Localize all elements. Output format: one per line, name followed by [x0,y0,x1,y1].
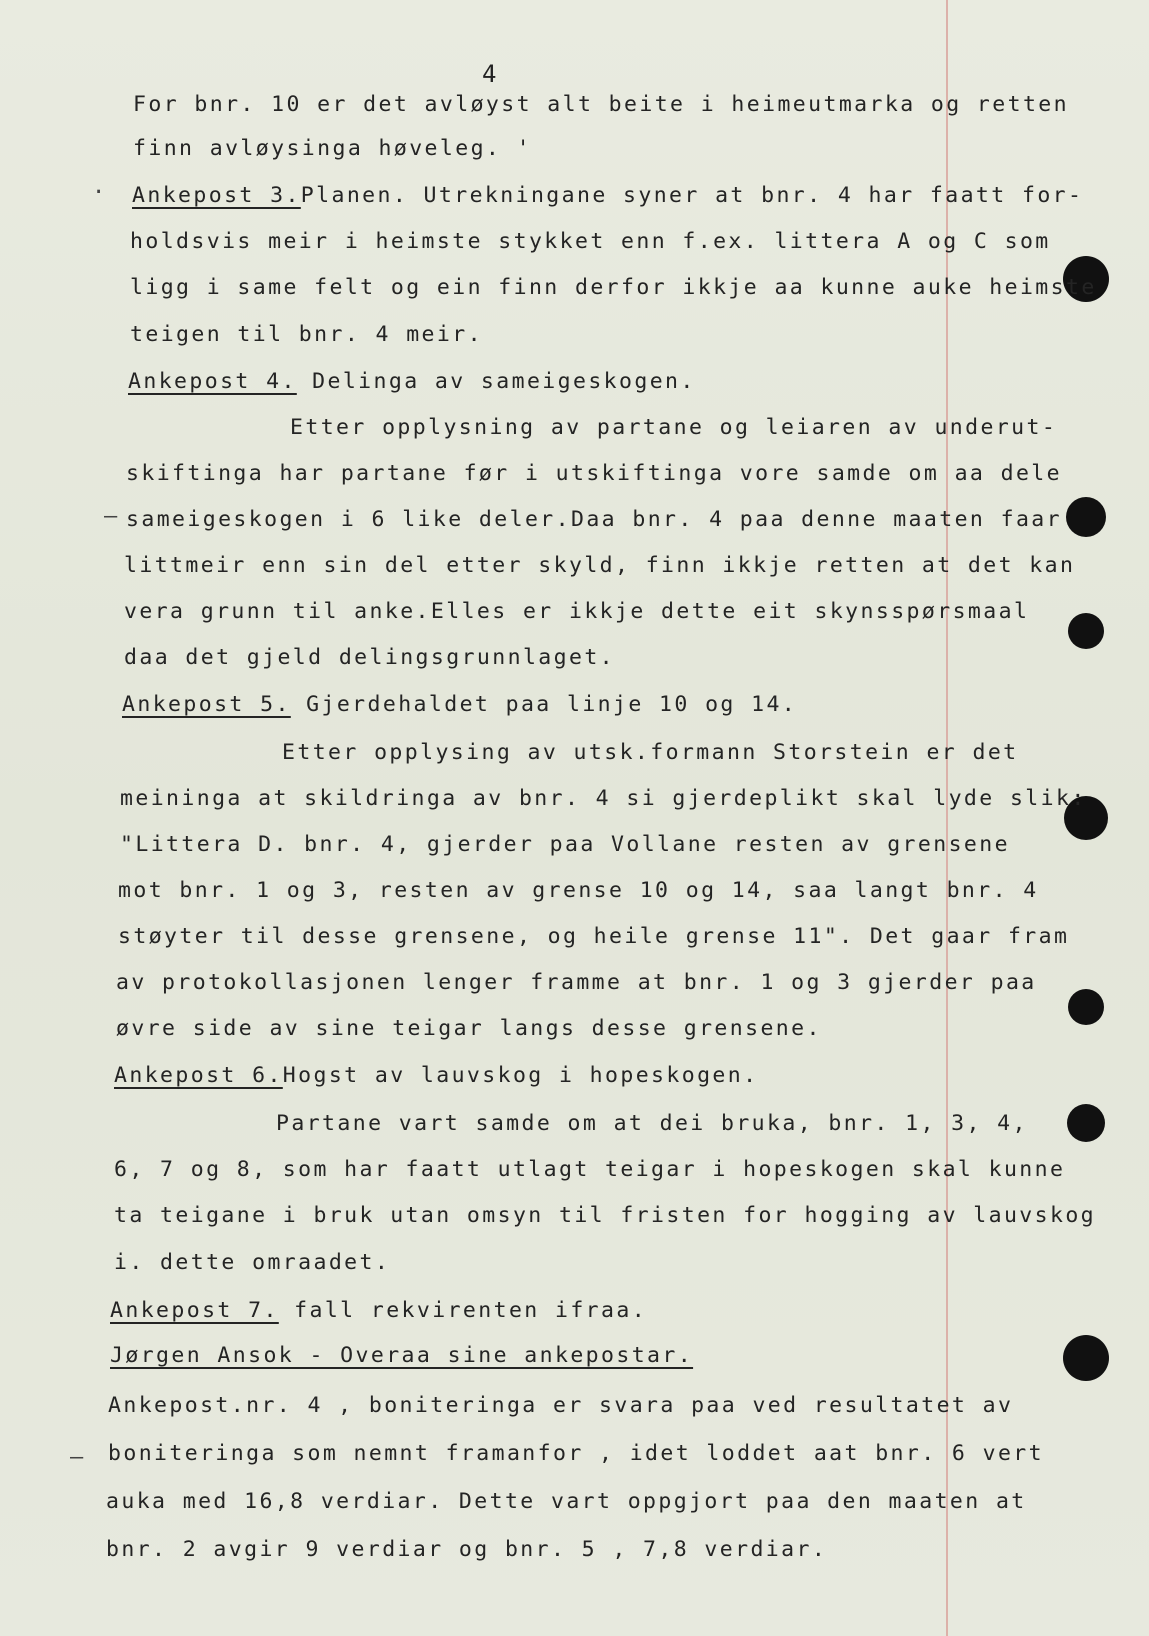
text-line: Partane vart samde om at dei bruka, bnr. 1, 3, 4, [276,1111,1028,1136]
text-line: Ankepost 7. fall rekvirenten ifraa. [110,1298,648,1323]
text-line: Ankepost 6.Hogst av lauvskog i hopeskogen. [114,1063,759,1088]
binder-hole [1068,613,1104,649]
text-line: støyter til desse grensene, og heile grense 11". Det gaar fram [118,924,1070,949]
text-line: skiftinga har partane før i utskiftinga vore samde om aa dele [126,461,1062,486]
text-line: teigen til bnr. 4 meir. [130,322,483,347]
text-line: Etter opplysing av utsk.formann Storstein er det [282,740,1019,765]
binder-hole [1063,1335,1109,1381]
page-number: 4 [482,60,498,88]
text-line: mot bnr. 1 og 3, resten av grense 10 og 14, saa langt bnr. 4 [118,878,1039,903]
text-line: vera grunn til anke.Elles er ikkje dette eit skynsspørsmaal [124,599,1030,624]
text-line: sameigeskogen i 6 like deler.Daa bnr. 4 paa denne maaten faar [126,507,1062,532]
text-line: ta teigane i bruk utan omsyn til fristen for hogging av lauvskog [114,1203,1097,1228]
text-line: Etter opplysning av partane og leiaren av underut- [290,415,1058,440]
section-heading: Ankepost 3. [132,183,301,208]
binder-hole [1066,497,1106,537]
text-line: Ankepost 3.Planen. Utrekningane syner at bnr. 4 har faatt for- [132,183,1084,208]
text-line: i. dette omraadet. [114,1250,391,1275]
text-line: Ankepost 5. Gjerdehaldet paa linje 10 og 14. [122,692,798,717]
text-line: ligg i same felt og ein finn derfor ikkje aa kunne auke heimste [130,275,1097,300]
text-line: daa det gjeld delingsgrunnlaget. [124,645,616,670]
text-line: meininga at skildringa av bnr. 4 si gjerdeplikt skal lyde slik: [120,786,1087,811]
binder-hole [1067,1104,1105,1142]
text-line: Ankepost 4. Delinga av sameigeskogen. [128,369,696,394]
text-line: holdsvis meir i heimste stykket enn f.ex. littera A og C som [130,229,1051,254]
text-line: bnr. 2 avgir 9 verdiar og bnr. 5 , 7,8 verdiar. [106,1537,828,1562]
text-line: finn avløysinga høveleg. ' [133,136,532,161]
margin-mark: – [104,504,118,529]
text-line: boniteringa som nemnt framanfor , idet loddet aat bnr. 6 vert [108,1441,1044,1466]
text-line: littmeir enn sin del etter skyld, finn ikkje retten at det kan [124,553,1076,578]
margin-mark: – [70,1445,84,1470]
text-line: "Littera D. bnr. 4, gjerder paa Vollane resten av grensene [120,832,1010,857]
section-heading: Ankepost 7. [110,1298,279,1323]
text-line: 6, 7 og 8, som har faatt utlagt teigar i hopeskogen skal kunne [114,1157,1066,1182]
section-heading: Jørgen Ansok - Overaa sine ankepostar. [110,1343,694,1368]
margin-mark: · [92,180,106,205]
section-heading: Ankepost 4. [128,369,297,394]
text-line: For bnr. 10 er det avløyst alt beite i heimeutmarka og retten [133,92,1069,117]
text-line: øvre side av sine teigar langs desse grensene. [116,1016,822,1041]
section-heading: Ankepost 5. [122,692,291,717]
binder-hole [1068,989,1104,1025]
text-line: auka med 16,8 verdiar. Dette vart oppgjort paa den maaten at [106,1489,1027,1514]
section-heading: Ankepost 6. [114,1063,283,1088]
text-line: av protokollasjonen lenger framme at bnr. 1 og 3 gjerder paa [116,970,1037,995]
text-line: Ankepost.nr. 4 , boniteringa er svara paa ved resultatet av [108,1393,1014,1418]
